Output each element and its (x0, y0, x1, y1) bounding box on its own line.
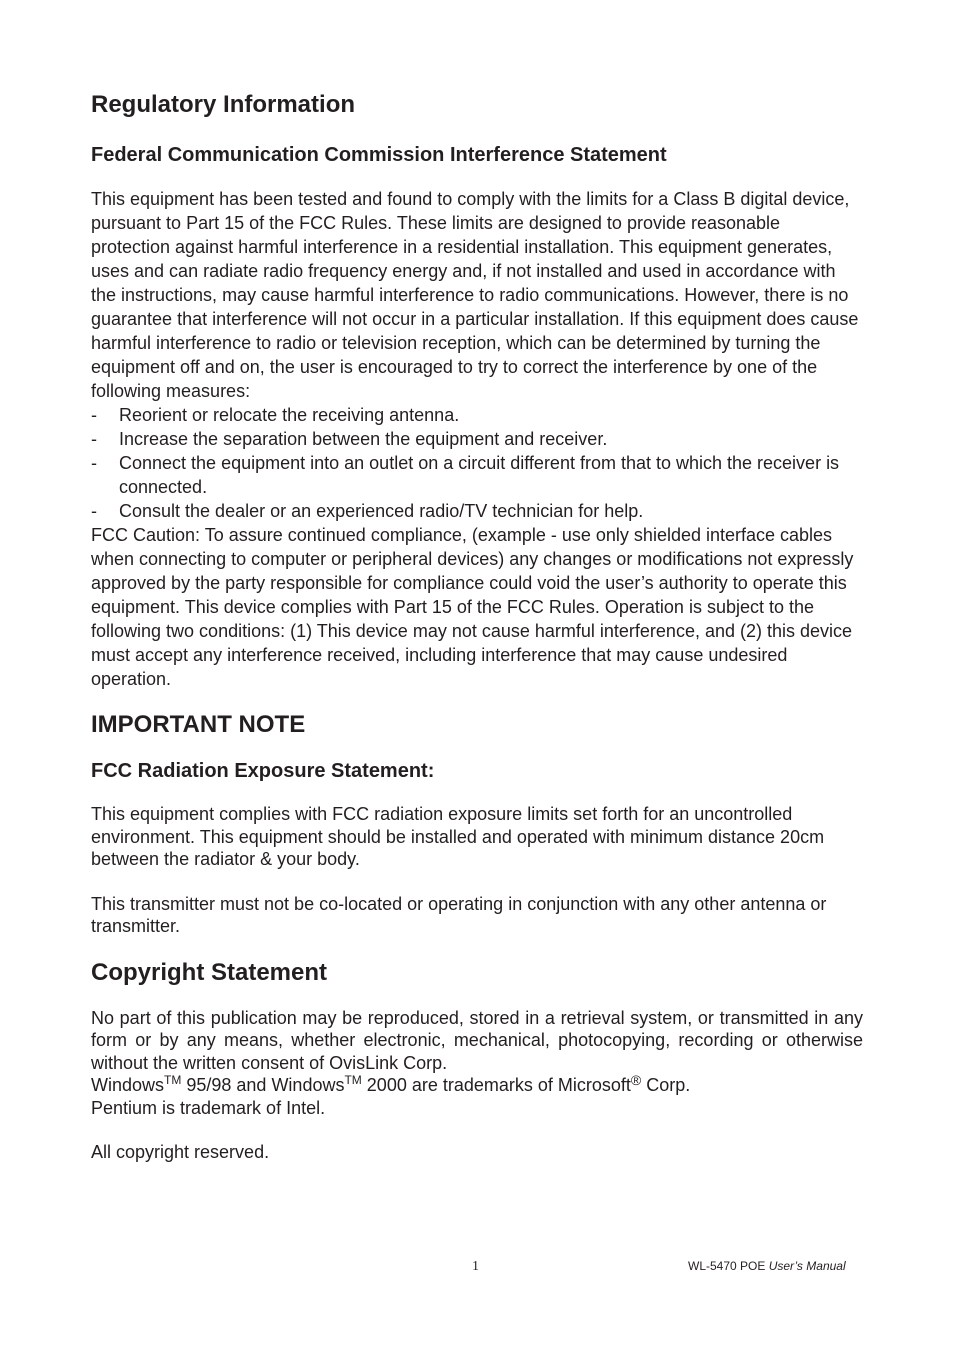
document-page (91, 88, 863, 1164)
copyright-title: Copyright Statement (91, 958, 328, 986)
footer-manual-title (688, 1259, 846, 1273)
radiation-paragraph-1: This equipment complies with FCC radiation exposure limits set forth for an uncontrolled environment. This equipment should be installed and operated with minimum distance 20cm between the radiator & your body. (91, 804, 825, 869)
pentium-line: Pentium is trademark of Intel. (91, 1097, 326, 1118)
important-note-title: IMPORTANT NOTE (91, 711, 306, 738)
list-item: - Connect the equipment into an outlet on a circuit different from that to which the receiver is connected. (91, 451, 863, 499)
list-item: - Reorient or relocate the receiving antenna. (91, 403, 863, 427)
radiation-exposure-heading: FCC Radiation Exposure Statement: (91, 760, 435, 782)
tm-mid-text: 95/98 and Windows (181, 1075, 345, 1095)
regulatory-title: Regulatory Information (91, 91, 356, 118)
tm-symbol: TM (164, 1073, 182, 1087)
list-item: - Consult the dealer or an experienced radio/TV technician for help. (91, 499, 863, 523)
footer-manual-label: User’s Manual (768, 1259, 846, 1273)
trademark-line (91, 1074, 863, 1097)
tm-tail-text: 2000 are trademarks of Microsoft (361, 1075, 631, 1095)
copyright-paragraph: No part of this publication may be reproduced, stored in a retrieval system, or transmitted in any form or by any means, whether electronic, mechanical, photocopying, recording or otherwise without the written consent of OvisLink Corp. (91, 1007, 863, 1073)
fcc-caution-paragraph: FCC Caution: To assure continued compliance, (example - use only shielded interface cables when connecting to computer or peripheral devices) any changes or modifications not expressly approved by the party responsible for compliance could void the user’s authority to operate this equipment. This device complies with Part 15 of the FCC Rules. Operation is subject to the following two conditions: (1) This device may not cause harmful interference, and (2) this device must accept any interference received, including interference that may cause undesired operation. (91, 525, 854, 689)
fcc-interference-heading: Federal Communication Commission Interference Statement (91, 144, 667, 166)
radiation-paragraph-2: This transmitter must not be co-located or operating in conjunction with any other antenna or transmitter. (91, 893, 827, 936)
measures-list (91, 403, 863, 523)
tm-windows-text: Windows (91, 1075, 165, 1095)
tm-end-text: Corp. (641, 1075, 691, 1095)
footer-model: WL-5470 POE (688, 1259, 769, 1273)
tm-symbol: TM (344, 1073, 362, 1087)
fcc-interference-paragraph: This equipment has been tested and found to comply with the limits for a Class B digital device, pursuant to Part 15 of the FCC Rules. These limits are designed to provide reasonable protection against harmful interference in a residential installation. This equipment generates, uses and can radiate radio frequency energy and, if not installed and used in accordance with the instructions, may cause harmful interference to radio communications. However, there is no guarantee that interference will not occur in a particular installation. If this equipment does cause harmful interference to radio or television reception, which can be determined by turning the equipment off and on, the user is encouraged to try to correct the interference by one of the following measures: (91, 189, 859, 401)
page-number: 1 (472, 1259, 479, 1274)
list-item: - Increase the separation between the equipment and receiver. (91, 427, 863, 451)
registered-symbol: ® (630, 1072, 642, 1088)
rights-line: All copyright reserved. (91, 1142, 270, 1162)
